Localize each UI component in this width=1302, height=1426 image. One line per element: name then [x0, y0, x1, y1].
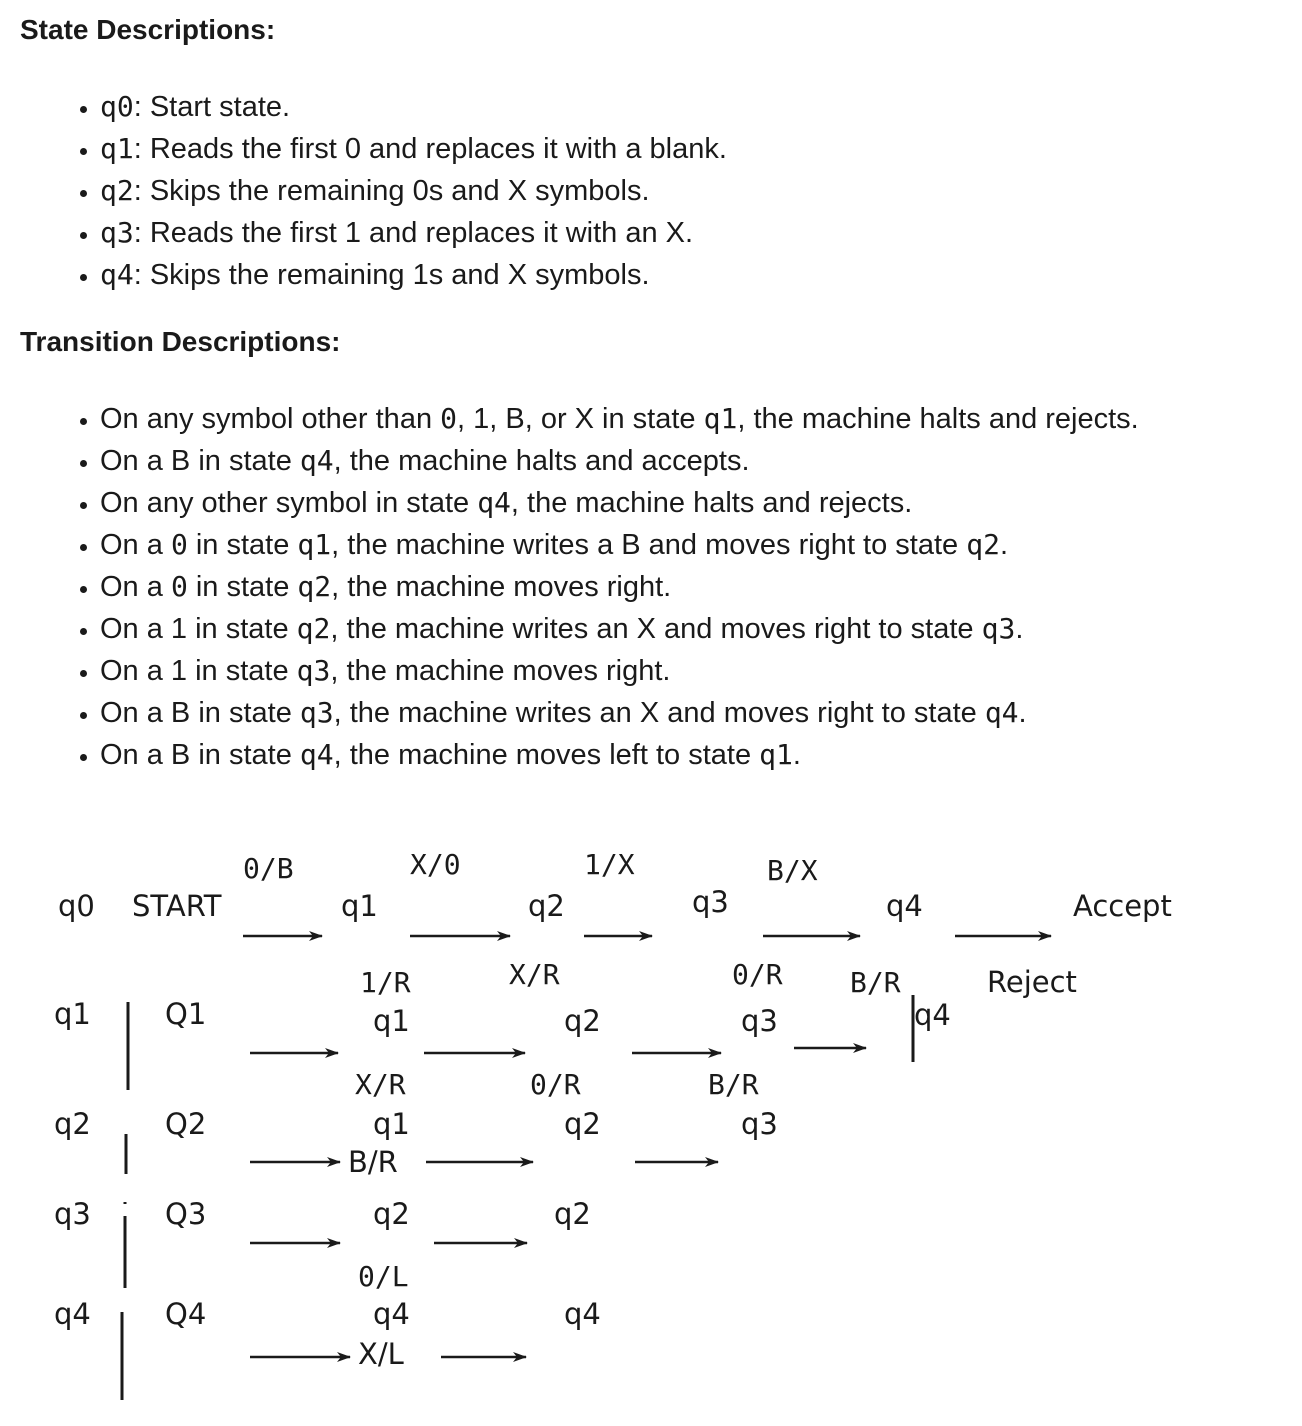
state-text: : Skips the remaining 1s and X symbols.	[133, 259, 650, 291]
transition-item	[100, 440, 1139, 482]
diagram-state: q2	[373, 1197, 410, 1231]
transition-text: , the machine halts and rejects.	[737, 403, 1139, 435]
transition-code: q3	[299, 696, 334, 729]
transition-item	[100, 608, 1139, 650]
state-code: q3	[100, 216, 134, 249]
transition-item	[100, 482, 1139, 524]
diagram-row-state: q2	[54, 1107, 91, 1141]
diagram-start-label: START	[132, 889, 222, 923]
diagram-transition-label: 0/R	[732, 958, 783, 991]
transition-item	[100, 398, 1139, 440]
state-list	[0, 86, 727, 296]
transition-text: , the machine halts and rejects.	[510, 487, 913, 519]
transition-code: q3	[296, 654, 331, 687]
diagram-state: q4	[914, 998, 951, 1032]
diagram-state: q4	[373, 1297, 410, 1331]
transition-code: q2	[296, 612, 331, 645]
diagram-transition-label: 1/X	[584, 848, 635, 881]
diagram-transition-label: B/X	[767, 854, 818, 887]
diagram-row-caption: Q3	[165, 1197, 207, 1231]
transition-text: On a	[100, 571, 171, 603]
transition-code: q4	[299, 444, 334, 477]
transition-text: .	[1015, 613, 1024, 645]
transition-code: q1	[703, 402, 738, 435]
transition-text: , the machine writes an X and moves right to state	[330, 613, 982, 645]
transition-descriptions-heading: Transition Descriptions:	[20, 326, 341, 357]
diagram-transition-label: X/R	[355, 1068, 406, 1101]
diagram-transition-label: 0/R	[530, 1068, 581, 1101]
diagram-transition-label: B/R	[348, 1145, 398, 1179]
diagram-row-state: q1	[54, 997, 91, 1031]
diagram-state: q2	[528, 889, 565, 923]
transition-code: q1	[297, 528, 332, 561]
state-code: q1	[100, 132, 134, 165]
diagram-state: q2	[564, 1004, 601, 1038]
state-item	[100, 128, 727, 170]
transition-text: .	[1018, 697, 1027, 729]
transition-code: 0	[440, 402, 457, 435]
state-item	[100, 86, 727, 128]
state-item	[100, 170, 727, 212]
diagram-transition-label: B/R	[850, 966, 901, 999]
transition-list	[0, 398, 1139, 776]
transition-item	[100, 650, 1139, 692]
diagram-transition-label: X/R	[509, 958, 560, 991]
transition-text: On a B in state	[100, 445, 300, 477]
diagram-state: q1	[373, 1004, 410, 1038]
diagram-row-caption: Q1	[165, 997, 207, 1031]
transition-text: On any symbol other than	[100, 403, 441, 435]
diagram-transition-label: X/0	[410, 848, 461, 881]
diagram-state: q3	[741, 1107, 778, 1141]
transition-item	[100, 734, 1139, 776]
transition-code: q4	[477, 486, 511, 519]
state-text: : Reads the first 0 and replaces it with a blank.	[133, 133, 727, 165]
state-item	[100, 254, 727, 296]
transition-text: On a	[100, 529, 171, 561]
state-descriptions-heading: State Descriptions:	[20, 14, 276, 45]
transition-text: , the machine writes an X and moves right to state	[333, 697, 985, 729]
transition-code: q3	[981, 612, 1016, 645]
transition-text: On any other symbol in state	[100, 487, 478, 519]
transition-text: , the machine halts and accepts.	[333, 445, 750, 477]
transition-text: , the machine moves left to state	[333, 739, 760, 771]
diagram-row-state: q3	[54, 1197, 91, 1231]
diagram-reject-label: Reject	[987, 965, 1077, 999]
transition-item	[100, 692, 1139, 734]
diagram-state: q1	[341, 889, 378, 923]
transition-code: q1	[759, 738, 793, 771]
diagram-transition-label: B/R	[708, 1068, 759, 1101]
state-text: : Start state.	[133, 91, 291, 123]
transition-item	[100, 566, 1139, 608]
transition-text: On a B in state	[100, 697, 300, 729]
diagram-row-caption: Q2	[165, 1107, 207, 1141]
transition-code: q2	[966, 528, 1000, 561]
diagram-row-state: q4	[54, 1297, 91, 1331]
transition-text: .	[792, 739, 801, 771]
transition-text: in state	[187, 571, 298, 603]
state-code: q0	[100, 90, 134, 123]
transition-text: , the machine writes a B and moves right to state	[331, 529, 967, 561]
transition-text: .	[999, 529, 1009, 561]
diagram-transition-label: 0/B	[243, 852, 294, 885]
transition-code: q2	[297, 570, 332, 603]
transition-text: On a B in state	[100, 739, 300, 771]
transition-text: On a 1 in state	[100, 613, 297, 645]
transition-item	[100, 524, 1139, 566]
transition-code: 0	[170, 528, 188, 561]
transition-text: , 1, B, or X in state	[457, 403, 704, 435]
transition-text: , the machine moves right.	[330, 655, 671, 687]
state-text: : Reads the first 1 and replaces it with an X.	[133, 217, 694, 249]
diagram-transition-label: X/L	[358, 1337, 404, 1371]
turing-machine-diagram	[0, 820, 1302, 1420]
diagram-state: q4	[886, 889, 923, 923]
diagram-state: q4	[564, 1297, 601, 1331]
diagram-row-caption: Q4	[165, 1297, 207, 1331]
transition-text: On a 1 in state	[100, 655, 297, 687]
diagram-state: q3	[692, 885, 729, 919]
transition-code: 0	[170, 570, 188, 603]
state-code: q2	[100, 174, 134, 207]
transition-code: q4	[299, 738, 334, 771]
state-code: q4	[100, 258, 134, 291]
diagram-state: q1	[373, 1107, 410, 1141]
state-item	[100, 212, 727, 254]
state-text: : Skips the remaining 0s and X symbols.	[133, 175, 650, 207]
transition-text: , the machine moves right.	[331, 571, 672, 603]
diagram-accept-label: Accept	[1073, 889, 1172, 923]
diagram-state-q0: q0	[58, 889, 95, 923]
diagram-state: q3	[741, 1004, 778, 1038]
diagram-transition-label: 1/R	[360, 966, 411, 999]
transition-text: in state	[187, 529, 298, 561]
diagram-state: q2	[554, 1197, 591, 1231]
diagram-transition-label: 0/L	[358, 1260, 409, 1293]
transition-code: q4	[984, 696, 1019, 729]
diagram-state: q2	[564, 1107, 601, 1141]
